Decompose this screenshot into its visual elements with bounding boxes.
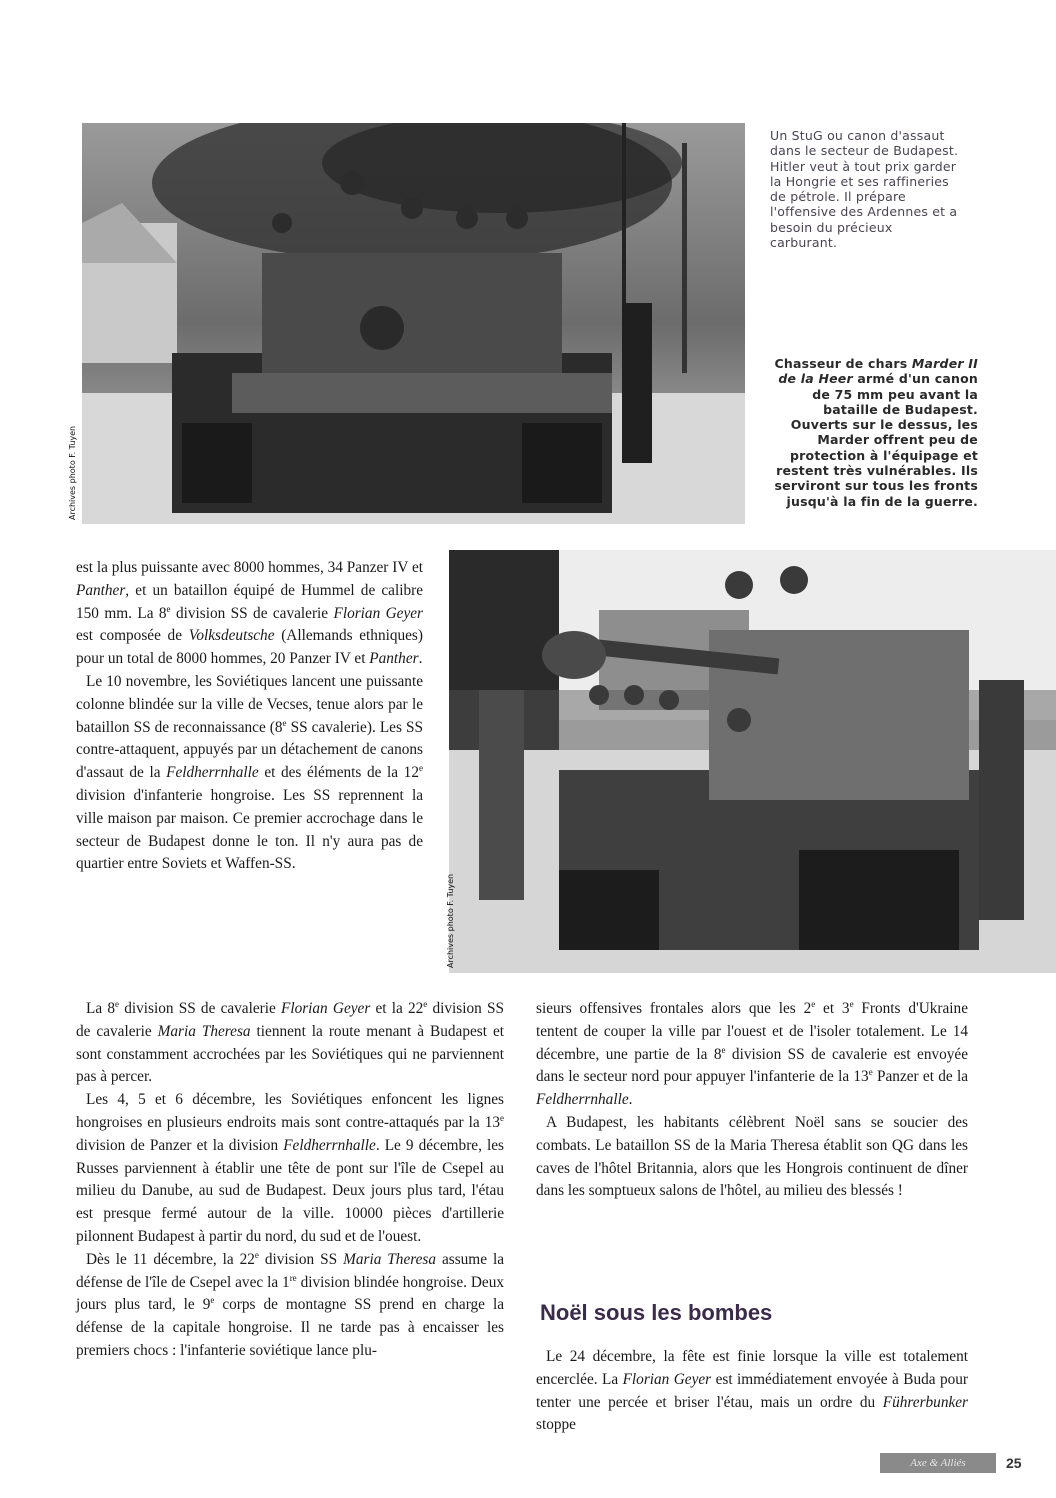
marder-caption-start: Chasseur de chars — [774, 356, 908, 371]
paragraph: Dès le 11 décembre, la 22e division SS Maria Theresa assume la défense de l'île de Csepel avec la 1re division blindée hongroise. Deux jours plus tard, le 9e corps de montagne SS prend en charge la défense de la capitale hongroise. Il ne tarde pas à encaisser les premiers chocs : l'infanterie soviétique lance plu- — [76, 1249, 504, 1359]
stug-photo-image — [82, 123, 745, 524]
marder-caption — [772, 356, 978, 509]
paragraph: La 8e division SS de cavalerie Florian Geyer et la 22e division SS de cavalerie Maria Theresa tiennent la route menant à Budapest et sont constamment accrochées par les Soviétiques qui ne parviennent pas à percer. — [76, 998, 505, 1086]
article-column-left-bottom — [76, 998, 504, 1363]
photo-credit-1: Archives photo F. Tuyen — [68, 425, 77, 520]
photo-credit-2: Archives photo F. Tuyen — [446, 873, 455, 968]
marder-photo — [449, 550, 1056, 973]
marder-photo-image — [449, 550, 1056, 973]
page-number: 25 — [1006, 1455, 1022, 1471]
marder-caption-emphasis: Marder II de la Heer — [778, 356, 978, 387]
paragraph: sieurs offensives frontales alors que les 2e et 3e Fronts d'Ukraine tentent de couper la ville par l'ouest et de l'isoler totalement. Le 14 décembre, une partie de la 8e division SS de cavalerie est envoyée dans le secteur nord pour appuyer l'infanterie de la 13e Panzer et de la Feldherrnhalle. — [536, 998, 969, 1109]
paragraph: Le 10 novembre, les Soviétiques lancent une puissante colonne blindée sur la ville de Vecses, tenue alors par le bataillon SS de reconnaissance (8e SS cavalerie). Les SS contre-attaquent, appuyés par un détachement de canons d'assaut de la Feldherrnhalle et des éléments de la 12e division d'infanterie hongroise. Les SS reprennent la ville maison par maison. Ce premier accrochage dans le secteur de Budapest donne le ton. Il n'y aura pas de quartier entre Soviets et Waffen-SS. — [76, 672, 423, 873]
paragraph: A Budapest, les habitants célèbrent Noël sans se soucier des combats. Le bataillon SS de la Maria Theresa établit son QG dans les caves de l'hôtel Britannia, alors que les Hongrois continuent de dîner dans les somptueux salons de l'hôtel, au milieu des blessés ! — [536, 1113, 968, 1200]
article-column-right — [536, 998, 968, 1203]
stug-photo — [82, 123, 745, 524]
article-column-left-top — [76, 557, 423, 876]
article-column-right-section — [536, 1346, 968, 1437]
magazine-name: Axe & Alliés — [880, 1453, 996, 1473]
section-heading: Noël sous les bombes — [540, 1300, 773, 1325]
paragraph: est la plus puissante avec 8000 hommes, 34 Panzer IV et Panther, et un bataillon équipé de Hummel de calibre 150 mm. La 8e division SS de cavalerie Florian Geyer est composée de Volksdeutsche (Allemands ethniques) pour un total de 8000 hommes, 20 Panzer IV et Panther. — [76, 559, 423, 668]
stug-caption: Un StuG ou canon d'assaut dans le secteur de Budapest. Hitler veut à tout prix garder la Hongrie et ses raffineries de pétrole. Il prépare l'offensive des Ardennes et a besoin du précieux carburant. — [770, 128, 959, 251]
paragraph: Le 24 décembre, la fête est finie lorsque la ville est totalement encerclée. La Florian Geyer est immédiatement envoyée à Buda pour tenter une percée et briser l'étau, mais un ordre du Führerbunker stoppe — [536, 1348, 969, 1434]
marder-caption-end: armé d'un canon de 75 mm peu avant la bataille de Budapest. Ouverts sur le dessus, les Marder offrent peu de protection à l'équipage et restent très vulnérables. Ils serviront sur tous les fronts jusqu'à la fin de la guerre. — [774, 371, 978, 509]
paragraph: Les 4, 5 et 6 décembre, les Soviétiques enfoncent les lignes hongroises en plusieurs endroits mais sont contre-attaqués par la 13e division de Panzer et la division Feldherrnhalle. Le 9 décembre, les Russes parviennent à établir une tête de pont sur l'île de Csepel au milieu du Danube, au sud de Budapest. Deux jours plus tard, l'étau est presque fermé autour de la ville. 10000 pièces d'artillerie pilonnent Budapest à partir du nord, du sud et de l'ouest. — [76, 1091, 504, 1245]
